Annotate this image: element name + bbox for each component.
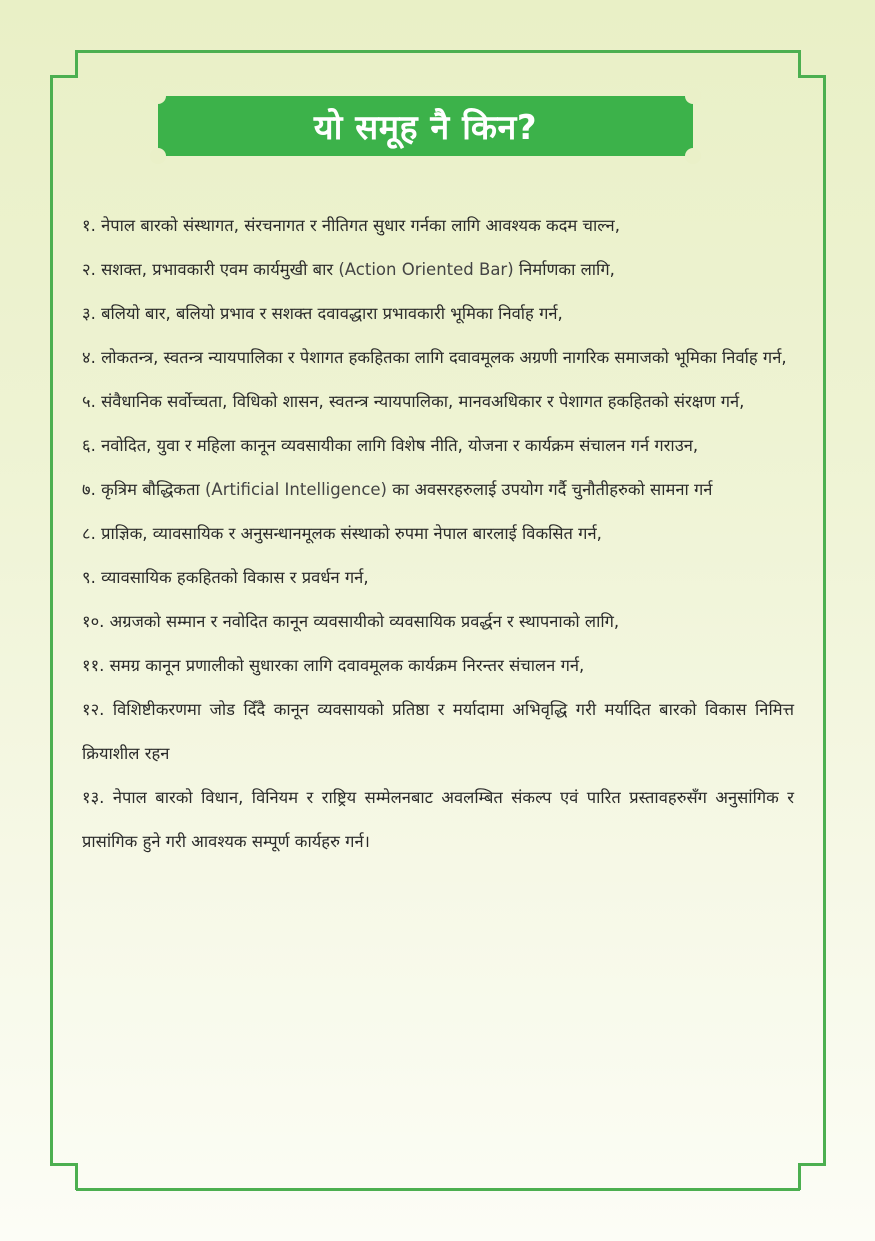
item-number: २. [82, 260, 96, 279]
list-item [82, 292, 794, 336]
item-text: अग्रजको सम्मान र नवोदित कानून व्यवसायीको व्यवसायिक प्रवर्द्धन र स्थापनाको लागि, [109, 612, 620, 631]
item-text: नवोदित, युवा र महिला कानून व्यवसायीका लागि विशेष नीति, योजना र कार्यक्रम संचालन गर्न गराउन, [101, 436, 699, 455]
page-title: यो समूह नै किन? [313, 108, 538, 148]
item-number: ६. [82, 436, 96, 455]
frame-step [50, 1163, 78, 1166]
item-number: ४. [82, 348, 96, 367]
item-number: ८. [82, 524, 96, 543]
list-item [82, 336, 794, 380]
item-text: व्यावसायिक हकहितको विकास र प्रवर्धन गर्न, [101, 568, 369, 587]
frame-step [798, 1163, 801, 1190]
item-text: निर्माणका लागि, [518, 260, 615, 279]
frame-step [798, 75, 826, 78]
frame-step [50, 75, 78, 78]
item-number: ७. [82, 480, 96, 499]
item-number: ९. [82, 568, 96, 587]
frame-step [75, 50, 78, 77]
item-text: सशक्त, प्रभावकारी एवम कार्यमुखी बार [101, 260, 334, 279]
frame-top [76, 50, 800, 53]
objectives-list [82, 204, 794, 864]
item-number: ३. [82, 304, 96, 323]
list-item [82, 776, 794, 864]
item-number: १०. [82, 612, 105, 631]
item-text: समग्र कानून प्रणालीको सुधारका लागि दवावमूलक कार्यक्रम निरन्तर संचालन गर्न, [109, 656, 585, 675]
banner-notch [685, 148, 701, 164]
frame-bottom [76, 1188, 800, 1191]
list-item [82, 248, 794, 292]
banner-notch [150, 148, 166, 164]
item-text: लोकतन्त्र, स्वतन्त्र न्यायपालिका र पेशागत हकहितका लागि दवावमूलक अग्रणी नागरिक समाजको भूमिका निर्वाह गर्न, [101, 348, 787, 367]
list-item [82, 600, 794, 644]
item-text: कृत्रिम बौद्धिकता [101, 480, 200, 499]
item-text-english: (Action Oriented Bar) [338, 260, 514, 279]
frame-step [75, 1163, 78, 1190]
list-item [82, 468, 794, 512]
list-item [82, 380, 794, 424]
banner-notch [685, 88, 701, 104]
item-text: नेपाल बारको संस्थागत, संरचनागत र नीतिगत सुधार गर्नका लागि आवश्यक कदम चाल्न, [101, 216, 620, 235]
list-item [82, 512, 794, 556]
item-number: १३. [82, 788, 105, 807]
item-text: विशिष्टीकरणमा जोड दिँदै कानून व्यवसायको प्रतिष्ठा र मर्यादामा अभिवृद्धि गरी मर्यादित बारको विकास निमित्त क्रियाशील रहन [82, 700, 794, 763]
item-number: १. [82, 216, 96, 235]
frame-step [798, 1163, 826, 1166]
item-number: ११. [82, 656, 105, 675]
frame-right [823, 75, 826, 1165]
item-text: बलियो बार, बलियो प्रभाव र सशक्त दवावद्धारा प्रभावकारी भूमिका निर्वाह गर्न, [101, 304, 563, 323]
item-text: का अवसरहरुलाई उपयोग गर्दै चुनौतीहरुको सामना गर्न [392, 480, 713, 499]
banner-notch [150, 88, 166, 104]
list-item [82, 556, 794, 600]
item-text: संवैधानिक सर्वोच्चता, विधिको शासन, स्वतन्त्र न्यायपालिका, मानवअधिकार र पेशागत हकहितको संरक्षण गर्न, [101, 392, 745, 411]
title-banner [158, 96, 693, 156]
item-text-english: (Artificial Intelligence) [205, 480, 387, 499]
item-text: नेपाल बारको विधान, विनियम र राष्ट्रिय सम्मेलनबाट अवलम्बित संकल्प एवं पारित प्रस्तावहरुसँग अनुसांगिक र प्रासांगिक हुने गरी आवश्यक सम्पूर्ण कार्यहरु गर्न। [82, 788, 794, 851]
list-item [82, 644, 794, 688]
frame-left [50, 75, 53, 1165]
frame-step [798, 50, 801, 77]
list-item [82, 424, 794, 468]
list-item [82, 688, 794, 776]
item-number: १२. [82, 700, 105, 719]
list-item [82, 204, 794, 248]
item-text: प्राज्ञिक, व्यावसायिक र अनुसन्धानमूलक संस्थाको रुपमा नेपाल बारलाई विकसित गर्न, [101, 524, 602, 543]
item-number: ५. [82, 392, 96, 411]
